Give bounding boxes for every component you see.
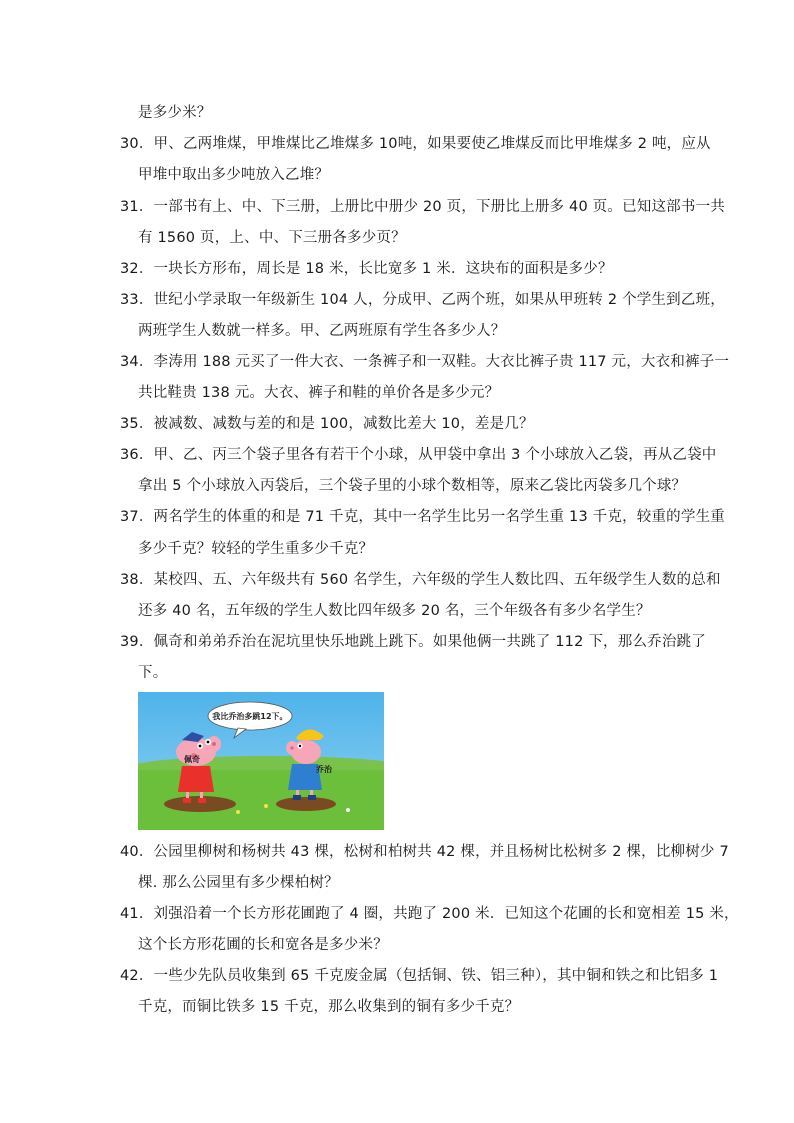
flower <box>264 804 268 808</box>
problem-33-line-1: 33．世纪小学录取一年级新生 104 人，分成甲、乙两个班，如果从甲班转 2 个学生到乙班， <box>120 292 725 308</box>
label-peppa: 佩奇 <box>184 755 200 764</box>
problem-35: 35．被减数、减数与差的和是 100，减数比差大 10，差是几？ <box>120 416 534 432</box>
problem-30-line-1: 30．甲、乙两堆煤，甲堆煤比乙堆煤多 10吨，如果要使乙堆煤反而比甲堆煤多 2 吨，应从 <box>120 136 711 152</box>
problem-30-line-2: 甲堆中取出多少吨放入乙堆？ <box>138 167 330 183</box>
problem-40-line-1: 40．公园里柳树和杨树共 43 棵，松树和柏树共 42 棵，并且杨树比松树多 2 棵，比柳树少 7 <box>120 844 729 860</box>
problem-42-line-1: 42．一些少先队员收集到 65 千克废金属（包括铜、铁、铝三种），其中铜和铁之和比铝多 1 <box>120 968 719 984</box>
problem-38-line-2: 还多 40 名，五年级的学生人数比四年级多 20 名，三个年级各有多少名学生？ <box>138 603 651 619</box>
flower <box>346 808 350 812</box>
problem-29-continuation: 是多少米？ <box>138 105 212 121</box>
problem-38-line-1: 38．某校四、五、六年级共有 560 名学生，六年级的学生人数比四、五年级学生人数的总和 <box>120 572 721 588</box>
problem-36-line-2: 拿出 5 个小球放入丙袋后，三个袋子里的小球个数相等，原来乙袋比丙袋多几个球？ <box>138 478 687 494</box>
problem-36-line-1: 36．甲、乙、丙三个袋子里各有若干个小球，从甲袋中拿出 3 个小球放入乙袋，再从乙袋中 <box>120 447 717 463</box>
problem-33-line-2: 两班学生人数就一样多。甲、乙两班原有学生各多少人？ <box>138 323 506 339</box>
mud-puddle-right <box>276 797 336 811</box>
problem-37-line-2: 多少千克？较轻的学生重多少千克？ <box>138 541 374 557</box>
illustration-svg <box>138 692 384 830</box>
problem-32: 32．一块长方形布，周长是 18 米，长比宽多 1 米．这块布的面积是多少？ <box>120 261 613 277</box>
problem-37-line-1: 37．两名学生的体重的和是 71 千克，其中一名学生比另一名学生重 13 千克，较重的学生重 <box>120 509 725 525</box>
problem-40-line-2: 棵. 那么公园里有多少棵柏树？ <box>138 875 339 891</box>
problem-31-line-1: 31．一部书有上、中、下三册，上册比中册少 20 页，下册比上册多 40 页。已知这部书一共 <box>120 199 725 215</box>
peppa-george-illustration <box>138 692 384 830</box>
flower <box>236 810 240 814</box>
problem-39-line-2: 下。 <box>138 665 168 681</box>
problem-42-line-2: 千克，而铜比铁多 15 千克，那么收集到的铜有多少千克？ <box>138 999 520 1015</box>
speech-bubble-text: 我比乔治多跳12下。 <box>212 712 288 721</box>
problem-41-line-2: 这个长方形花圃的长和宽各是多少米？ <box>138 937 388 953</box>
problem-41-line-1: 41．刘强沿着一个长方形花圃跑了 4 圈，共跑了 200 米．已知这个花圃的长和宽相差 15 米， <box>120 906 739 922</box>
label-george: 乔治 <box>316 765 332 774</box>
problem-39-line-1: 39．佩奇和弟弟乔治在泥坑里快乐地跳上跳下。如果他俩一共跳了 112 下，那么乔治跳了 <box>120 634 706 650</box>
problem-31-line-2: 有 1560 页，上、中、下三册各多少页？ <box>138 230 406 246</box>
problem-34-line-2: 共比鞋贵 138 元。大衣、裤子和鞋的单价各是多少元？ <box>138 385 500 401</box>
problem-34-line-1: 34．李涛用 188 元买了一件大衣、一条裤子和一双鞋。大衣比裤子贵 117 元，大衣和裤子一 <box>120 354 730 370</box>
